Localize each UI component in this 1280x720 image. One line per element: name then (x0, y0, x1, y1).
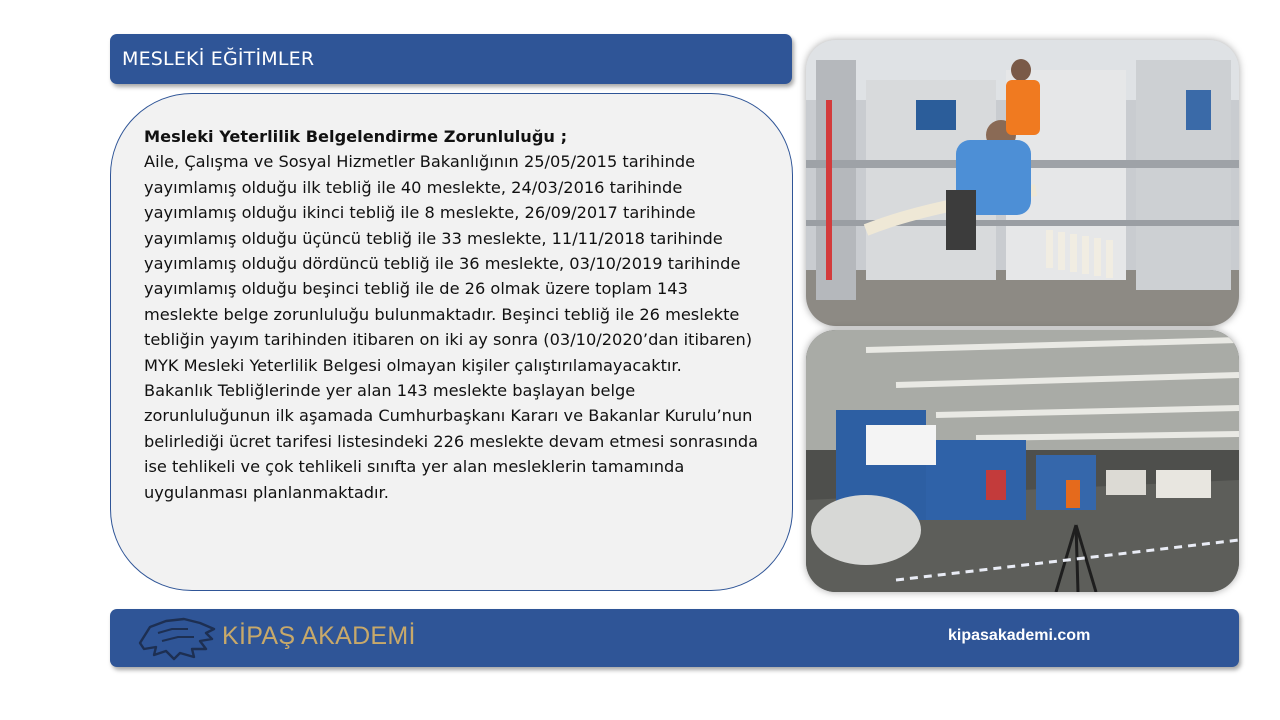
text-block (144, 124, 764, 505)
lion-head-icon (136, 615, 218, 661)
title-bar (110, 34, 792, 84)
section-heading: Mesleki Yeterlilik Belgelendirme Zorunluluğu ; (144, 127, 568, 146)
footer-bar (110, 609, 1239, 667)
paragraph-plans: Bakanlık Tebliğlerinde yer alan 143 meslekte başlayan belge zorunluluğunun ilk aşamada Cumhurbaşkanı Kararı ve Bakanlar Kurulu’nun belirlediği ücret tarifesi listesindeki 226 meslekte devam etmesi sonrasında ise tehlikeli ve çok tehlikeli sınıfta yer alan mesleklerin tamamında uygulanması planlanmaktadır. (144, 381, 759, 502)
kipas-akademi-logo (136, 615, 436, 661)
paragraph-regulations: Aile, Çalışma ve Sosyal Hizmetler Bakanlığının 25/05/2015 tarihinde yayımlamış olduğu ilk tebliğ ile 40 meslekte, 24/03/2016 tarihinde yayımlamış olduğu ikinci tebliğ ile 8 meslekte, 26/09/2017 tarihinde yayımlamış olduğu üçüncü tebliğ ile 33 meslekte, 11/11/2018 tarihinde yayımlamış olduğu dördüncü tebliğ ile 36 meslekte, 03/10/2019 tarihinde yayımlamış olduğu beşinci tebliğ ile de 26 olmak üzere toplam 143 meslekte belge zorunluluğu bulunmaktadır. Beşinci tebliğ ile 26 meslekte tebliğin yayım tarihinden itibaren on iki ay sonra (03/10/2020’dan itibaren) MYK Mesleki Yeterlilik Belgesi olmayan kişiler çalıştırılamayacaktır. (144, 152, 753, 375)
logo-text: KİPAŞ AKADEMİ (222, 622, 416, 650)
factory-hall-photo (806, 330, 1239, 592)
website-link[interactable]: kipasakademi.com (948, 627, 1091, 644)
page-title: MESLEKİ EĞİTİMLER (122, 48, 315, 70)
factory-machine-photo (806, 40, 1239, 326)
